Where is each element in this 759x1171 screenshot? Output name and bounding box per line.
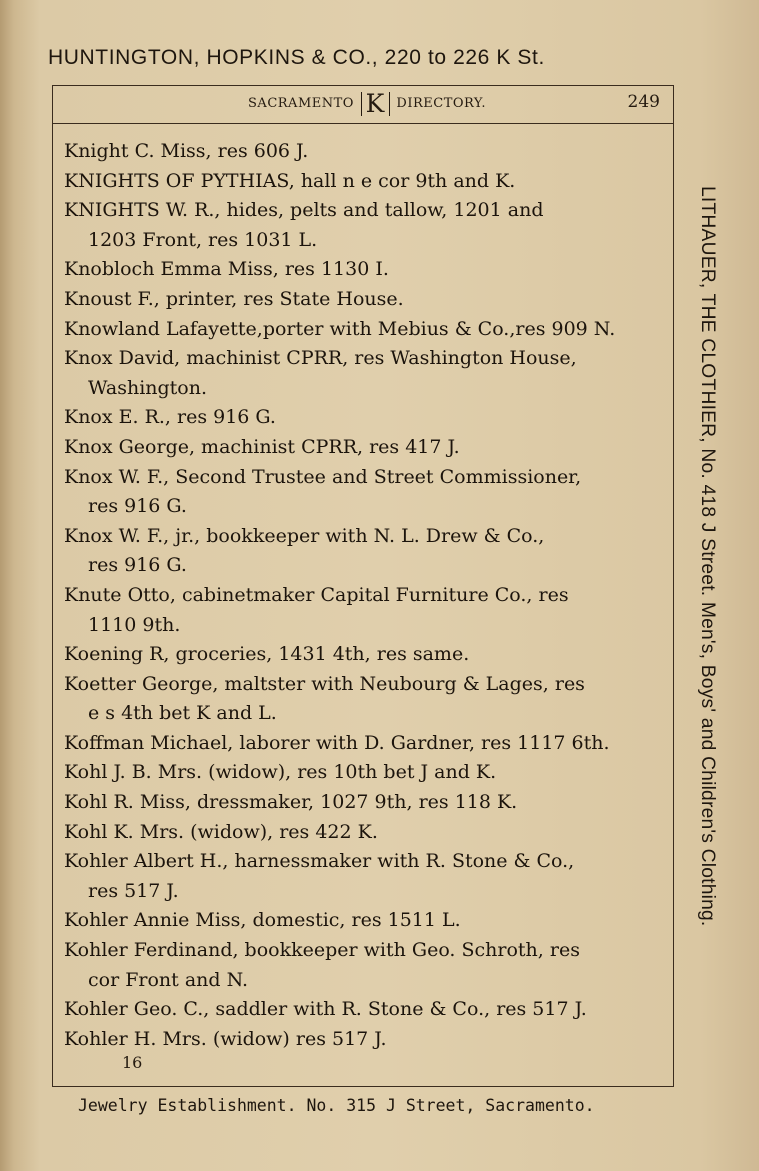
entry-line: Kohler Ferdinand, bookkeeper with Geo. Schroth, res — [64, 939, 580, 962]
entry-continuation-line: res 916 G. — [88, 554, 187, 577]
running-head-city: SACRAMENTO — [248, 96, 354, 111]
directory-entry — [64, 906, 662, 936]
side-advertisement: LITHAUER, THE CLOTHIER, No. 418 J Street. Men's, Boys' and Children's Clothing. — [697, 186, 719, 927]
entry-line: Knox George, machinist CPRR, res 417 J. — [64, 435, 460, 458]
directory-entry — [64, 788, 662, 818]
entry-continuation-line: 1110 9th. — [88, 613, 181, 636]
directory-entry — [64, 285, 662, 315]
entry-line: Kohl K. Mrs. (widow), res 422 K. — [64, 820, 378, 843]
entry-line: Knox W. F., Second Trustee and Street Commissioner, — [64, 465, 582, 488]
directory-entries — [64, 137, 662, 1054]
entry-line: Knute Otto, cabinetmaker Capital Furniture Co., res — [64, 583, 569, 606]
entry-continuation-line: 1203 Front, res 1031 L. — [88, 228, 318, 251]
running-head-title — [202, 89, 532, 118]
entry-line: Knox David, machinist CPRR, res Washington House, — [64, 347, 577, 370]
directory-entry — [64, 255, 662, 285]
directory-entry — [64, 670, 662, 729]
directory-entry — [64, 522, 662, 581]
directory-entry — [64, 463, 662, 522]
running-head — [52, 90, 674, 124]
directory-entry — [64, 344, 662, 403]
directory-entry — [64, 847, 662, 906]
entry-line: Koetter George, maltster with Neubourg & Lages, res — [64, 672, 585, 695]
entry-line: Koffman Michael, laborer with D. Gardner, res 1117 6th. — [64, 731, 610, 754]
directory-entry — [64, 137, 662, 167]
directory-entry — [64, 167, 662, 197]
page-number: 249 — [627, 92, 660, 112]
directory-entry — [64, 995, 662, 1025]
entry-line: Kohl R. Miss, dressmaker, 1027 9th, res 118 K. — [64, 791, 518, 814]
entry-line: KNIGHTS OF PYTHIAS, hall n e cor 9th and K. — [64, 169, 516, 192]
entry-line: Knoust F., printer, res State House. — [64, 287, 404, 310]
entry-continuation-line: Washington. — [88, 376, 208, 399]
entry-continuation-line: e s 4th bet K and L. — [88, 702, 277, 725]
directory-entry — [64, 315, 662, 345]
directory-entry — [64, 640, 662, 670]
entry-line: Kohler Geo. C., saddler with R. Stone & Co., res 517 J. — [64, 998, 587, 1021]
section-letter-box: K — [361, 92, 390, 116]
directory-entry — [64, 729, 662, 759]
entry-line: KNIGHTS W. R., hides, pelts and tallow, 1201 and — [64, 199, 544, 222]
directory-entry — [64, 196, 662, 255]
directory-entry — [64, 433, 662, 463]
signature-mark: 16 — [122, 1053, 143, 1072]
entry-line: Koening R, groceries, 1431 4th, res same. — [64, 643, 470, 666]
directory-entry — [64, 403, 662, 433]
entry-line: Kohler H. Mrs. (widow) res 517 J. — [64, 1027, 387, 1050]
header-advertisement: HUNTINGTON, HOPKINS & CO., 220 to 226 K St. — [48, 46, 545, 69]
footer-advertisement: Jewelry Establishment. No. 315 J Street, Sacramento. — [78, 1096, 595, 1115]
entry-line: Knobloch Emma Miss, res 1130 I. — [64, 258, 389, 281]
running-head-directory: DIRECTORY. — [396, 96, 486, 111]
directory-entry — [64, 1025, 662, 1055]
directory-entry — [64, 758, 662, 788]
entry-line: Kohler Albert H., harnessmaker with R. Stone & Co., — [64, 850, 575, 873]
directory-entry — [64, 936, 662, 995]
entry-continuation-line: res 916 G. — [88, 495, 187, 518]
entry-continuation-line: cor Front and N. — [88, 968, 249, 991]
directory-entry — [64, 581, 662, 640]
entry-line: Kohl J. B. Mrs. (widow), res 10th bet J and K. — [64, 761, 497, 784]
entry-line: Kohler Annie Miss, domestic, res 1511 L. — [64, 909, 461, 932]
entry-line: Knox E. R., res 916 G. — [64, 406, 276, 429]
entry-continuation-line: res 517 J. — [88, 879, 179, 902]
directory-entry — [64, 818, 662, 848]
entry-line: Knowland Lafayette,porter with Mebius & Co.,res 909 N. — [64, 317, 616, 340]
entry-line: Knox W. F., jr., bookkeeper with N. L. Drew & Co., — [64, 524, 545, 547]
entry-line: Knight C. Miss, res 606 J. — [64, 140, 309, 162]
